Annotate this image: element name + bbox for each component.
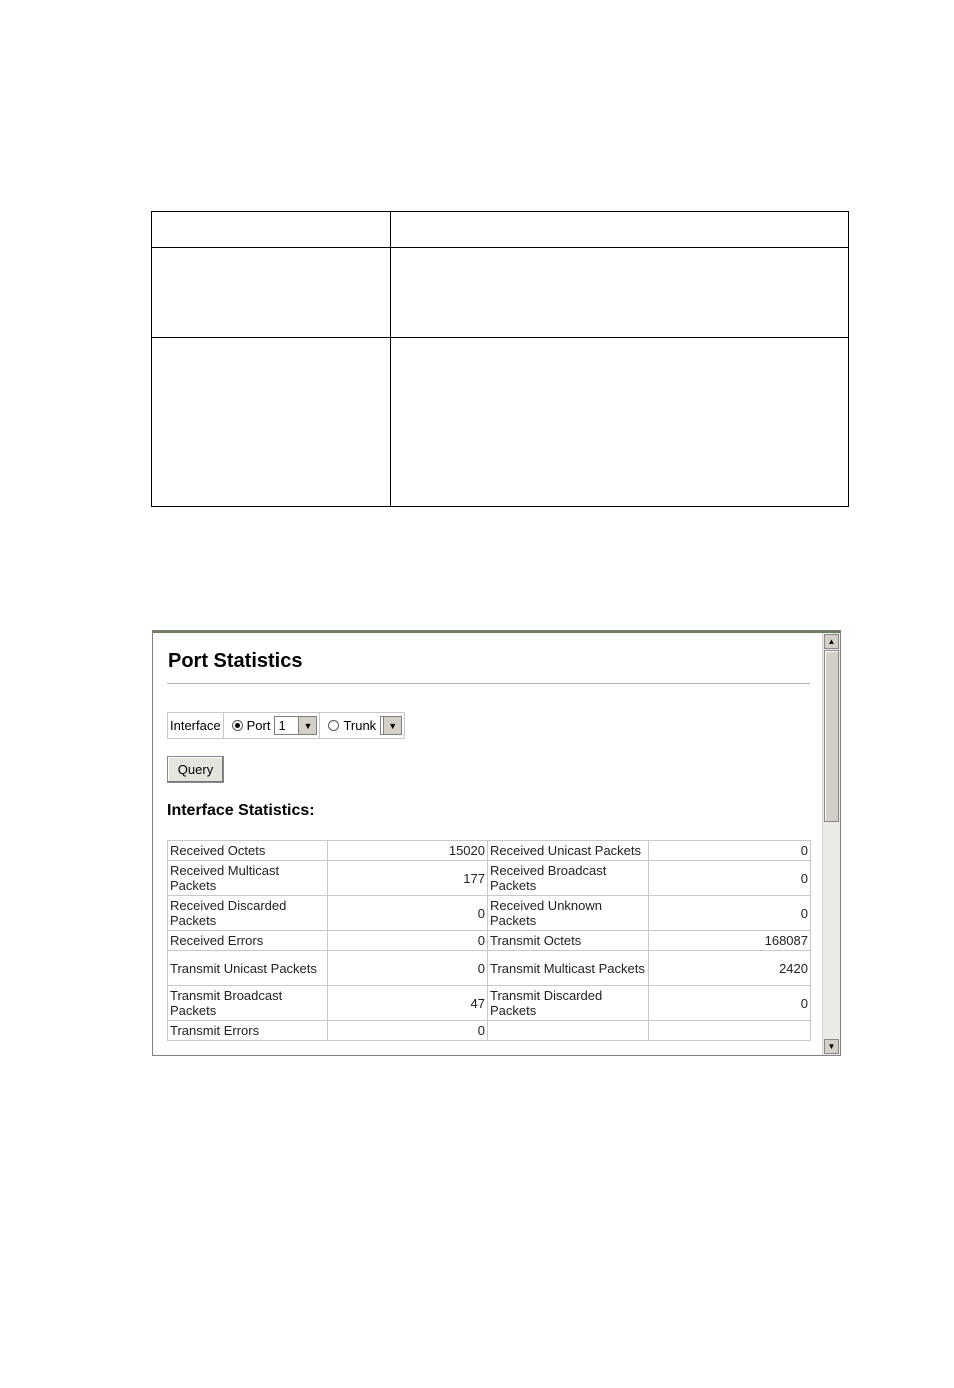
stat-label: Transmit Broadcast Packets [168,986,328,1021]
stat-label: Transmit Multicast Packets [488,951,649,986]
doc-table-cell [391,248,849,338]
port-statistics-window [152,630,841,1056]
stat-value: 0 [649,896,811,931]
page-title: Port Statistics [168,650,303,672]
scroll-down-arrow-icon[interactable]: ▼ [824,1039,839,1054]
stat-value: 0 [328,1021,488,1041]
trunk-select[interactable] [380,716,402,735]
stat-label: Transmit Unicast Packets [168,951,328,986]
stat-label: Received Errors [168,931,328,951]
stat-label: Received Unicast Packets [488,841,649,861]
doc-table-cell [391,212,849,248]
query-button[interactable]: Query [167,756,224,783]
stat-value: 168087 [649,931,811,951]
vertical-scrollbar[interactable] [822,633,840,1055]
table-row [168,896,811,931]
stat-label: Transmit Errors [168,1021,328,1041]
stat-label: Received Discarded Packets [168,896,328,931]
doc-table-header-row [152,212,849,248]
table-row [168,841,811,861]
stat-value: 0 [328,931,488,951]
scroll-thumb[interactable] [824,650,839,822]
chevron-down-icon[interactable]: ▼ [383,717,401,734]
stat-value: 177 [328,861,488,896]
table-row [168,986,811,1021]
stat-value: 0 [649,986,811,1021]
stat-label: Received Unknown Packets [488,896,649,931]
port-radio[interactable] [232,720,243,731]
section-title: Interface Statistics: [167,802,315,819]
stat-label: Received Broadcast Packets [488,861,649,896]
stat-value: 47 [328,986,488,1021]
stat-value [649,1021,811,1041]
stat-label: Received Octets [168,841,328,861]
port-radio-label: Port [246,718,271,733]
doc-table-row [152,248,849,338]
stat-value: 2420 [649,951,811,986]
table-row [168,1021,811,1041]
stat-value: 0 [328,951,488,986]
chevron-down-icon[interactable]: ▼ [298,717,316,734]
trunk-radio[interactable] [328,720,339,731]
stat-value: 15020 [328,841,488,861]
port-select-value: 1 [278,718,286,733]
doc-table-cell [152,338,391,507]
stat-value: 0 [649,841,811,861]
table-row [168,861,811,896]
stat-value: 0 [649,861,811,896]
port-select[interactable] [274,716,317,735]
doc-table-cell [152,212,391,248]
doc-table-cell [391,338,849,507]
trunk-radio-label: Trunk [343,718,377,733]
doc-table-row [152,338,849,507]
stat-label: Received Multicast Packets [168,861,328,896]
stat-label: Transmit Octets [488,931,649,951]
stat-value: 0 [328,896,488,931]
title-divider [167,683,810,684]
stat-label: Transmit Discarded Packets [488,986,649,1021]
scroll-up-arrow-icon[interactable]: ▲ [824,634,839,649]
doc-table-cell [152,248,391,338]
port-option [224,713,321,738]
interface-label: Interface [168,713,224,738]
trunk-option [320,713,404,738]
interface-statistics-table [167,840,811,1041]
stat-label [488,1021,649,1041]
table-row [168,931,811,951]
table-row [168,951,811,986]
interface-selector [167,712,405,739]
document-table [151,211,849,507]
page-content [167,631,812,1055]
